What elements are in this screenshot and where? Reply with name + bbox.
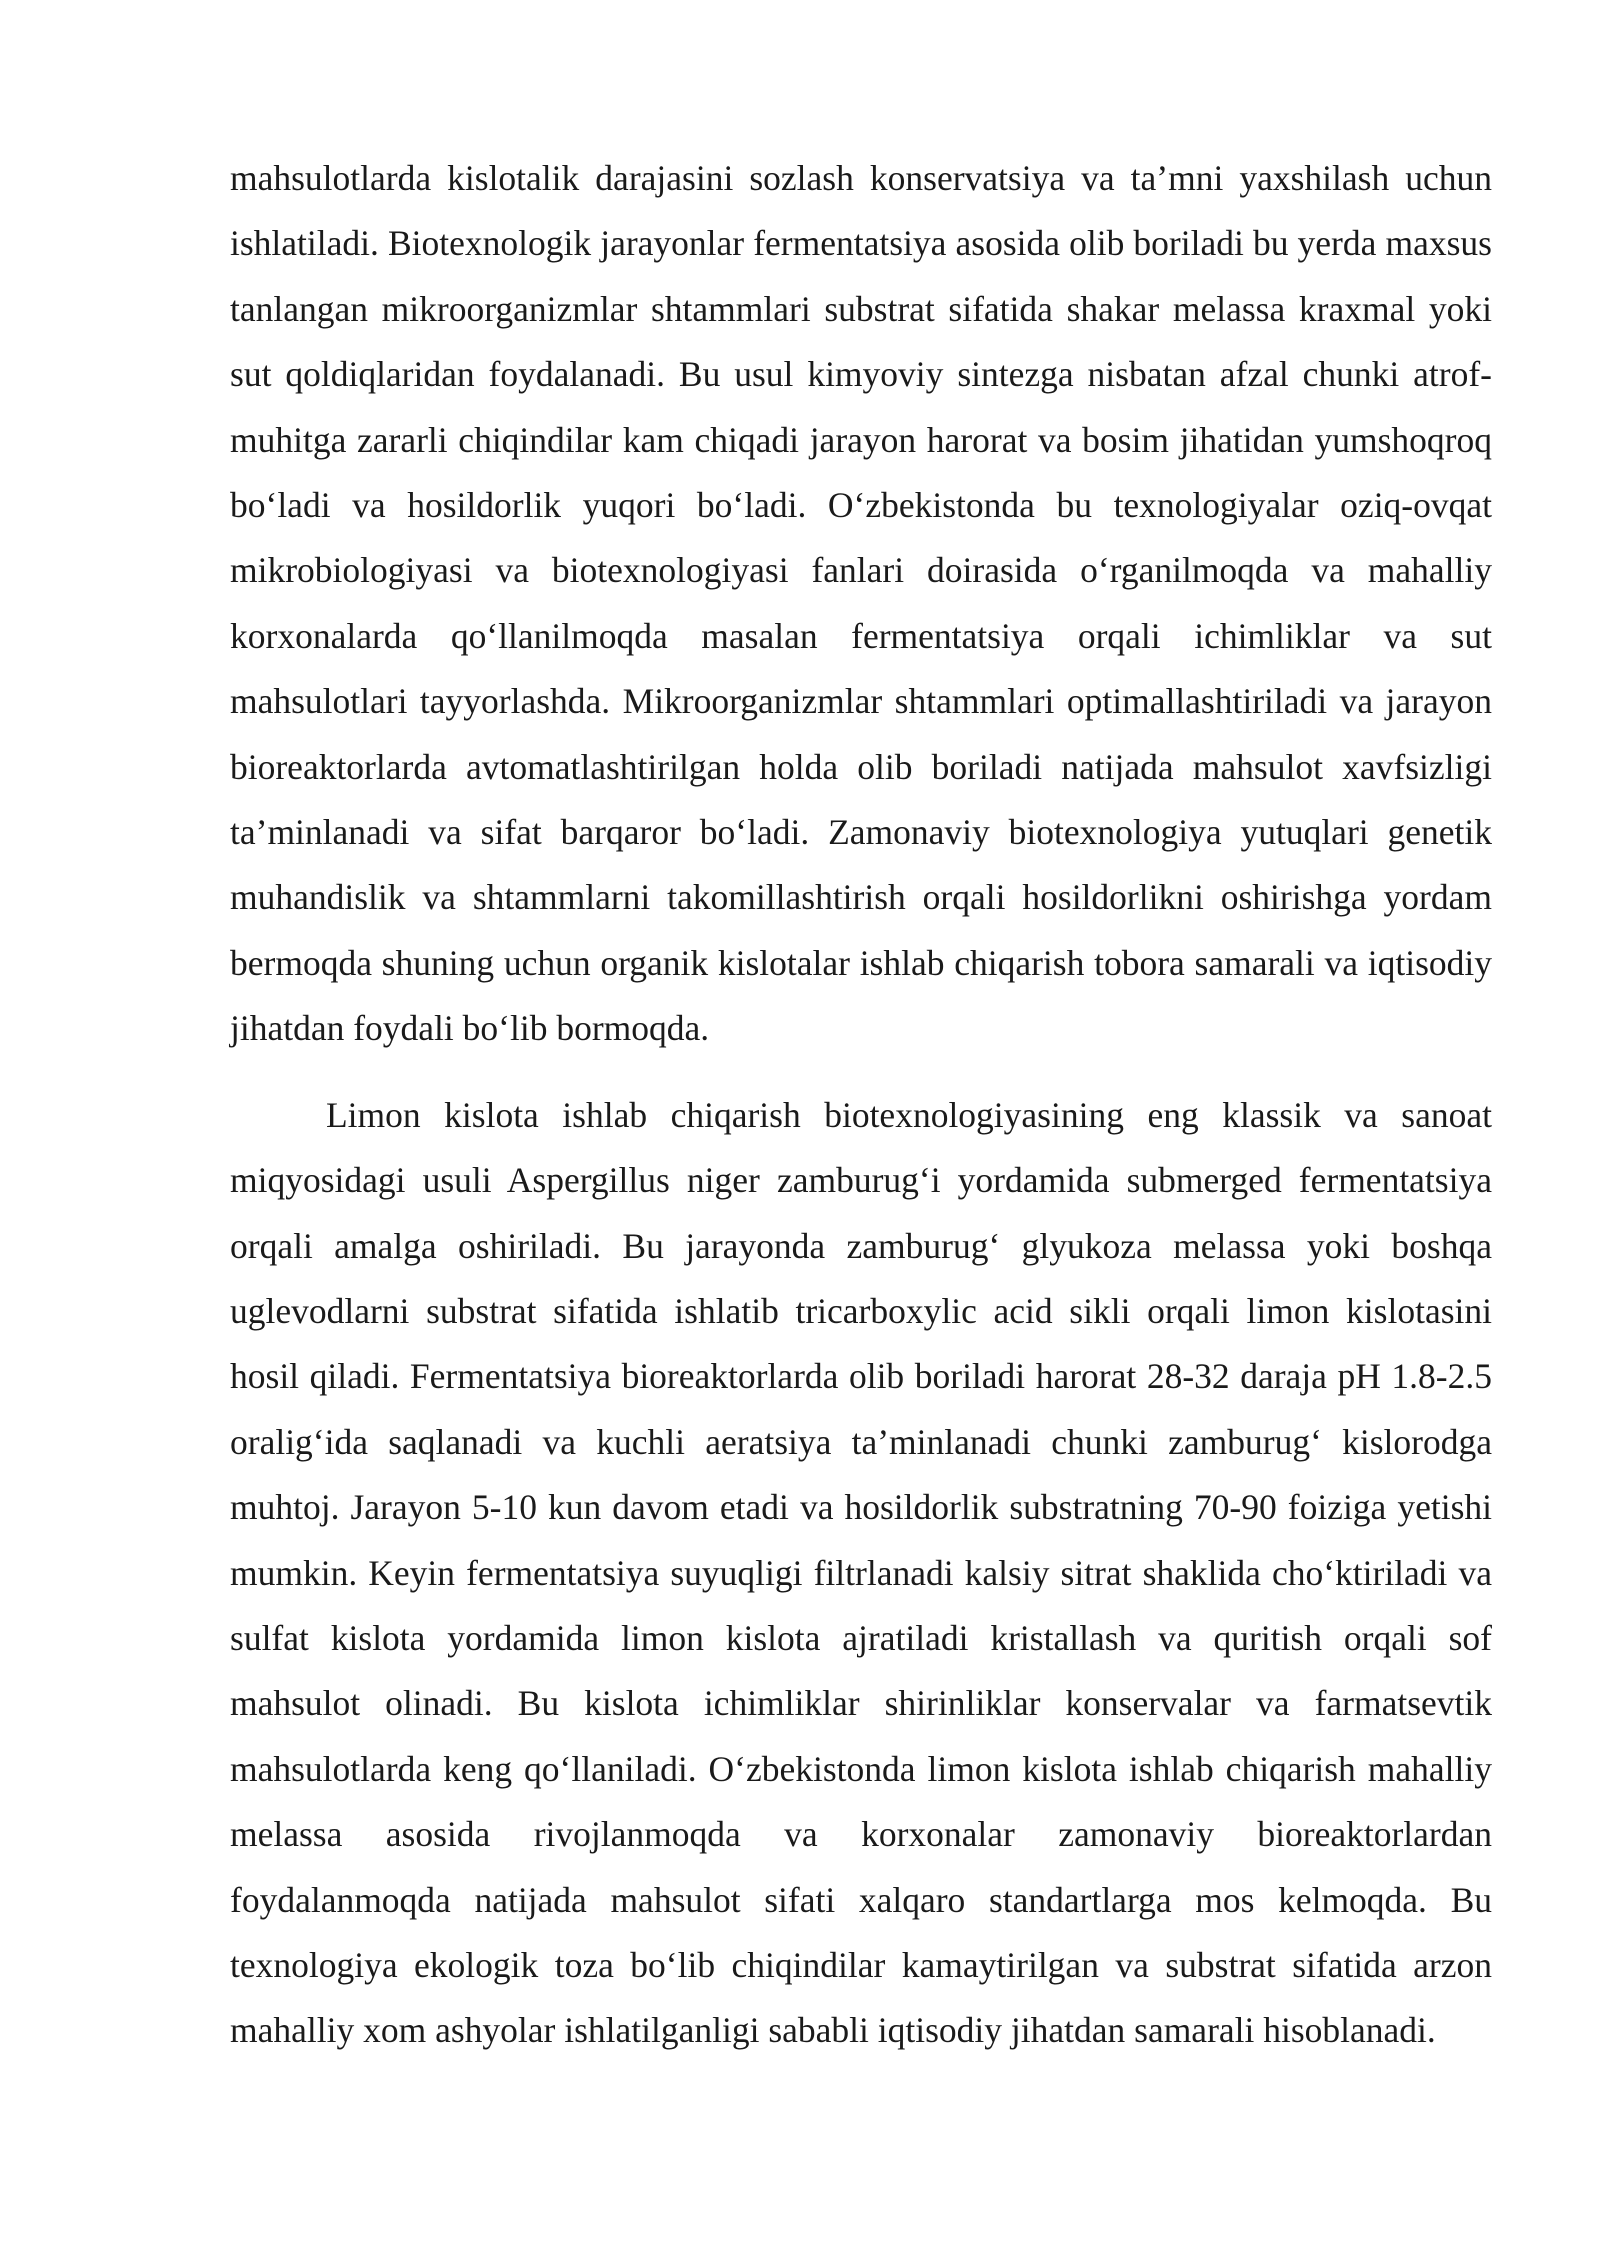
document-page — [230, 146, 1492, 2064]
paragraph-2: Limon kislota ishlab chiqarish biotexnologiyasining eng klassik va sanoat miqyosidagi usuli Aspergillus niger zamburugʻi yordamida submerged fermentatsiya orqali amalga oshiriladi. Bu jarayonda zamburugʻ glyukoza melassa yoki boshqa uglevodlarni substrat sifatida ishlatib tricarboxylic acid sikli orqali limon kislotasini hosil qiladi. Fermentatsiya bioreaktorlarda olib boriladi harorat 28-32 daraja pH 1.8-2.5 oraligʻida saqlanadi va kuchli aeratsiya ta’minlanadi chunki zamburugʻ kislorodga muhtoj. Jarayon 5-10 kun davom etadi va hosildorlik substratning 70-90 foiziga yetishi mumkin. Keyin fermentatsiya suyuqligi filtrlanadi kalsiy sitrat shaklida choʻktiriladi va sulfat kislota yordamida limon kislota ajratiladi kristallash va quritish orqali sof mahsulot olinadi. Bu kislota ichimliklar shirinliklar konservalar va farmatsevtik mahsulotlarda keng qoʻllaniladi. Oʻzbekistonda limon kislota ishlab chiqarish mahalliy melassa asosida rivojlanmoqda va korxonalar zamonaviy bioreaktorlardan foydalanmoqda natijada mahsulot sifati xalqaro standartlarga mos kelmoqda. Bu texnologiya ekologik toza boʻlib chiqindilar kamaytirilgan va substrat sifatida arzon mahalliy xom ashyolar ishlatilganligi sababli iqtisodiy jihatdan samarali hisoblanadi. — [230, 1094, 1492, 2051]
paragraph-1: mahsulotlarda kislotalik darajasini sozlash konservatsiya va ta’mni yaxshilash uchun ishlatiladi. Biotexnologik jarayonlar fermentatsiya asosida olib boriladi bu yerda maxsus tanlangan mikroorganizmlar shtammlari substrat sifatida shakar melassa kraxmal yoki sut qoldiqlaridan foydalanadi. Bu usul kimyoviy sintezga nisbatan afzal chunki atrof-muhitga zararli chiqindilar kam chiqadi jarayon harorat va bosim jihatidan yumshoqroq boʻladi va hosildorlik yuqori boʻladi. Oʻzbekistonda bu texnologiyalar oziq-ovqat mikrobiologiyasi va biotexnologiyasi fanlari doirasida oʻrganilmoqda va mahalliy korxonalarda qoʻllanilmoqda masalan fermentatsiya orqali ichimliklar va sut mahsulotlari tayyorlashda. Mikroorganizmlar shtammlari optimallashtiriladi va jarayon bioreaktorlarda avtomatlashtirilgan holda olib boriladi natijada mahsulot xavfsizligi ta’minlanadi va sifat barqaror boʻladi. Zamonaviy biotexnologiya yutuqlari genetik muhandislik va shtammlarni takomillashtirish orqali hosildorlikni oshirishga yordam bermoqda shuning uchun organik kislotalar ishlab chiqarish tobora samarali va iqtisodiy jihatdan foydali boʻlib bormoqda. — [230, 158, 1492, 1049]
